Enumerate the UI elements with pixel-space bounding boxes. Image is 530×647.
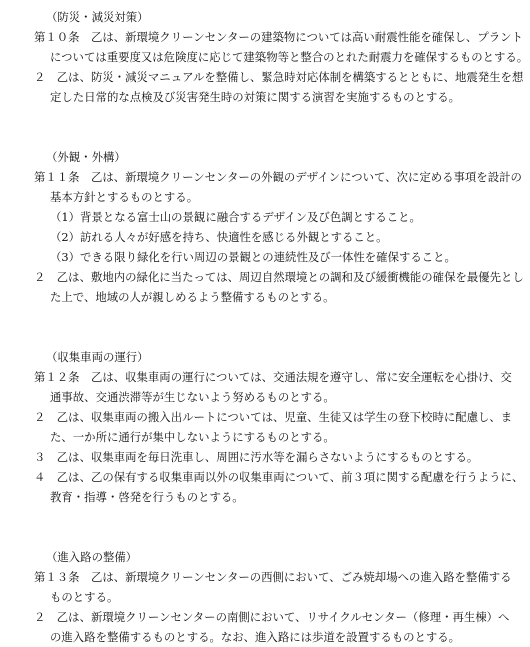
article-line: 第１２条 乙は、収集車両の運行については、交通法規を遵守し、常に安全運転を心掛け、交 xyxy=(34,370,512,384)
continuation-line: の進入路を整備するものとする。なお、進入路には歩道を設置するものとする。 xyxy=(50,630,461,644)
section xyxy=(34,547,514,647)
paragraph-item-line: ４ 乙は、乙の保有する収集車両以外の収集車両について、前３項に関する配慮を行うように、 xyxy=(34,470,524,484)
continuation-line: た、一か所に通行が集中しないようにするものとする。 xyxy=(50,430,335,444)
paragraph-item-line: ２ 乙は、敷地内の緑化に当たっては、周辺自然環境との調和及び緩衝機能の確保を最優先とし xyxy=(34,270,524,284)
sub-item-line: （3）できる限り緑化を行い周辺の景観との連続性及び一体性を確保すること。 xyxy=(50,250,456,264)
section-heading: （収集車両の運行） xyxy=(46,350,149,364)
section xyxy=(34,7,529,147)
section-heading: （防災・減災対策） xyxy=(46,10,149,24)
continuation-line: については重要度又は危険度に応じて建築物等と整合のとれた耐震力を確保するものとする。 xyxy=(50,50,529,64)
section-spacer xyxy=(34,107,514,127)
section-spacer xyxy=(34,507,514,527)
section xyxy=(34,147,524,347)
sub-item-line: （2）訪れる人々が好感を持ち、快適性を感じる外観とすること。 xyxy=(50,230,388,244)
continuation-line: 教育・指導・啓発を行うものとする。 xyxy=(50,490,244,504)
paragraph-item-line: ２ 乙は、防災・減災マニュアルを整備し、緊急時対応体制を構築するとともに、地震発生を想 xyxy=(34,70,524,84)
continuation-line: 基本方針とするものとする。 xyxy=(50,190,199,204)
section-spacer xyxy=(34,127,514,147)
sub-item-line: （1）背景となる富士山の景観に融合するデザイン及び色調とすること。 xyxy=(50,210,421,224)
section-spacer xyxy=(34,527,514,547)
paragraph-item-line: ２ 乙は、新環境クリーンセンターの南側において、リサイクルセンター（修理・再生棟）へ xyxy=(34,610,510,624)
continuation-line: た上で、地域の人が親しめるよう整備するものとする。 xyxy=(50,290,335,304)
section-spacer xyxy=(34,307,514,327)
article-line: 第１０条 乙は、新環境クリーンセンターの建築物については高い耐震性能を確保し、プラント xyxy=(34,30,523,44)
paragraph-item-line: ３ 乙は、収集車両を毎日洗車し、周囲に汚水等を漏らさないようにするものとする。 xyxy=(34,450,479,464)
article-line: 第１３条 乙は、新環境クリーンセンターの西側において、ごみ焼却場への進入路を整備する xyxy=(34,570,512,584)
continuation-line: ものとする。 xyxy=(50,590,119,604)
continuation-line: 定した日常的な点検及び災害発生時の対策に関する演習を実施するものとする。 xyxy=(50,90,461,104)
section xyxy=(34,347,524,547)
section-spacer xyxy=(34,327,514,347)
section-heading: （進入路の整備） xyxy=(46,550,138,564)
paragraph-item-line: ２ 乙は、収集車両の搬入出ルートについては、児童、生徒又は学生の登下校時に配慮し、ま xyxy=(34,410,513,424)
article-line: 第１１条 乙は、新環境クリーンセンターの外観のデザインについて、次に定める事項を設計の xyxy=(34,170,522,184)
continuation-line: 通事故、交通渋滞等が生じないよう努めるものとする。 xyxy=(50,390,335,404)
section-heading: （外観・外構） xyxy=(46,150,126,164)
